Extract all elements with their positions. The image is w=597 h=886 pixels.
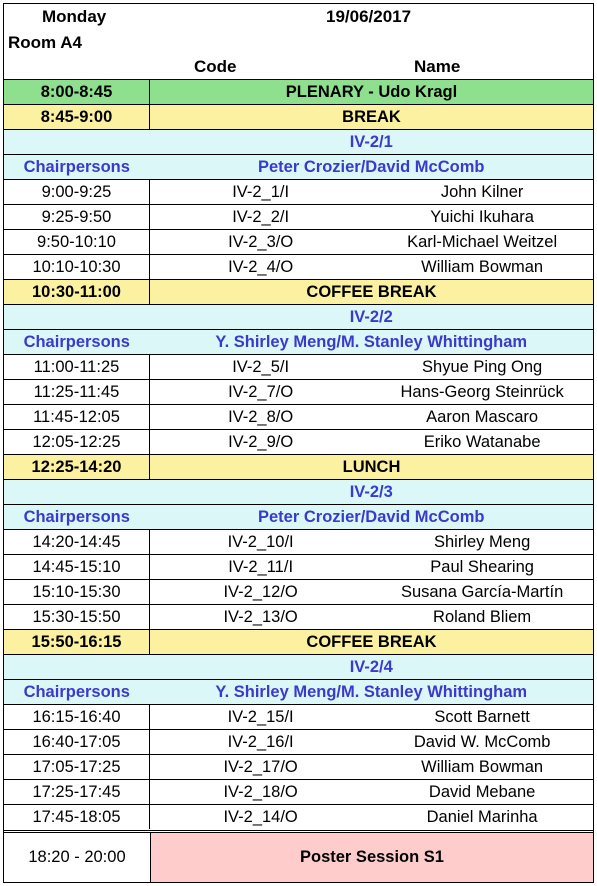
- break-title: COFFEE BREAK: [150, 630, 594, 655]
- talk-row: [4, 180, 593, 205]
- slot-time: 8:00-8:45: [4, 80, 150, 105]
- talk-code: IV-2_5/I: [150, 355, 372, 380]
- talk-code: IV-2_12/O: [150, 580, 372, 605]
- talk-time: 9:00-9:25: [4, 180, 150, 205]
- talk-code: IV-2_4/O: [150, 255, 372, 280]
- schedule-table: [4, 79, 593, 829]
- talk-row: [4, 705, 593, 730]
- talk-row: [4, 405, 593, 430]
- talk-time: 9:25-9:50: [4, 205, 150, 230]
- speaker-name: David Mebane: [371, 780, 593, 805]
- talk-code: IV-2_17/O: [150, 755, 372, 780]
- session-header-row: [4, 655, 593, 680]
- talk-code: IV-2_7/O: [150, 380, 372, 405]
- talk-time: 15:10-15:30: [4, 580, 150, 605]
- empty-cell: [4, 305, 150, 330]
- talk-time: 16:40-17:05: [4, 730, 150, 755]
- talk-time: 17:25-17:45: [4, 780, 150, 805]
- session-header-row: [4, 480, 593, 505]
- session-title: IV-2/2: [150, 305, 594, 330]
- room-label: Room A4: [8, 33, 82, 52]
- talk-time: 10:10-10:30: [4, 255, 150, 280]
- slot-time: 15:50-16:15: [4, 630, 150, 655]
- talk-row: [4, 580, 593, 605]
- chairpersons-names: Y. Shirley Meng/M. Stanley Whittingham: [150, 680, 594, 705]
- chairpersons-row: [4, 680, 593, 705]
- chairpersons-row: [4, 505, 593, 530]
- talk-row: [4, 430, 593, 455]
- talk-row: [4, 530, 593, 555]
- chairpersons-names: Peter Crozier/David McComb: [150, 155, 594, 180]
- talk-time: 14:20-14:45: [4, 530, 150, 555]
- chairpersons-names: Y. Shirley Meng/M. Stanley Whittingham: [150, 330, 594, 355]
- break-title: LUNCH: [150, 455, 594, 480]
- talk-time: 14:45-15:10: [4, 555, 150, 580]
- talk-time: 15:30-15:50: [4, 605, 150, 630]
- session-title: IV-2/1: [150, 130, 594, 155]
- speaker-name: William Bowman: [371, 755, 593, 780]
- slot-time: 10:30-11:00: [4, 280, 150, 305]
- slot-time: 12:25-14:20: [4, 455, 150, 480]
- talk-row: [4, 255, 593, 280]
- session-title: IV-2/3: [150, 480, 594, 505]
- talk-row: [4, 755, 593, 780]
- talk-row: [4, 805, 593, 830]
- speaker-name: Aaron Mascaro: [371, 405, 593, 430]
- break-row: [4, 455, 593, 480]
- plenary-row: [4, 80, 593, 105]
- date-label: 19/06/2017: [326, 7, 412, 26]
- talk-code: IV-2_9/O: [150, 430, 372, 455]
- speaker-name: Eriko Watanabe: [371, 430, 593, 455]
- talk-code: IV-2_13/O: [150, 605, 372, 630]
- chairpersons-names: Peter Crozier/David McComb: [150, 505, 594, 530]
- talk-time: 17:45-18:05: [4, 805, 150, 830]
- chairpersons-label: Chairpersons: [4, 155, 150, 180]
- break-title: BREAK: [150, 105, 594, 130]
- talk-code: IV-2_14/O: [150, 805, 372, 830]
- empty-cell: [4, 130, 150, 155]
- break-row: [4, 105, 593, 130]
- talk-code: IV-2_10/I: [150, 530, 372, 555]
- talk-time: 9:50-10:10: [4, 230, 150, 255]
- plenary-title: PLENARY - Udo Kragl: [150, 80, 594, 105]
- break-title: COFFEE BREAK: [150, 280, 594, 305]
- break-row: [4, 630, 593, 655]
- chairpersons-row: [4, 330, 593, 355]
- talk-code: IV-2_15/I: [150, 705, 372, 730]
- poster-session-time: 18:20 - 20:00: [4, 833, 151, 882]
- speaker-name: John Kilner: [371, 180, 593, 205]
- speaker-name: David W. McComb: [371, 730, 593, 755]
- talk-code: IV-2_11/I: [150, 555, 372, 580]
- talk-row: [4, 230, 593, 255]
- speaker-name: Shyue Ping Ong: [371, 355, 593, 380]
- talk-code: IV-2_18/O: [150, 780, 372, 805]
- talk-code: IV-2_16/I: [150, 730, 372, 755]
- talk-time: 11:25-11:45: [4, 380, 150, 405]
- chairpersons-label: Chairpersons: [4, 330, 150, 355]
- empty-cell: [4, 480, 150, 505]
- speaker-name: Yuichi Ikuhara: [371, 205, 593, 230]
- talk-row: [4, 380, 593, 405]
- talk-row: [4, 355, 593, 380]
- talk-row: [4, 605, 593, 630]
- slot-time: 8:45-9:00: [4, 105, 150, 130]
- break-row: [4, 280, 593, 305]
- poster-session-row: [4, 830, 593, 882]
- talk-row: [4, 780, 593, 805]
- talk-time: 17:05-17:25: [4, 755, 150, 780]
- speaker-name: Hans-Georg Steinrück: [371, 380, 593, 405]
- column-header-name: Name: [414, 57, 461, 76]
- talk-row: [4, 205, 593, 230]
- talk-row: [4, 555, 593, 580]
- talk-time: 11:45-12:05: [4, 405, 150, 430]
- poster-session-title: Poster Session S1: [151, 833, 593, 882]
- day-label: Monday: [42, 7, 107, 26]
- chairpersons-label: Chairpersons: [4, 505, 150, 530]
- speaker-name: Daniel Marinha: [371, 805, 593, 830]
- speaker-name: Scott Barnett: [371, 705, 593, 730]
- session-title: IV-2/4: [150, 655, 594, 680]
- speaker-name: Paul Shearing: [371, 555, 593, 580]
- talk-row: [4, 730, 593, 755]
- talk-code: IV-2_2/I: [150, 205, 372, 230]
- speaker-name: William Bowman: [371, 255, 593, 280]
- talk-time: 11:00-11:25: [4, 355, 150, 380]
- talk-code: IV-2_1/I: [150, 180, 372, 205]
- talk-time: 16:15-16:40: [4, 705, 150, 730]
- empty-cell: [4, 655, 150, 680]
- speaker-name: Susana García-Martín: [371, 580, 593, 605]
- speaker-name: Roland Bliem: [371, 605, 593, 630]
- column-header-code: Code: [194, 57, 237, 76]
- talk-code: IV-2_3/O: [150, 230, 372, 255]
- speaker-name: Karl-Michael Weitzel: [371, 230, 593, 255]
- talk-code: IV-2_8/O: [150, 405, 372, 430]
- talk-time: 12:05-12:25: [4, 430, 150, 455]
- session-header-row: [4, 130, 593, 155]
- chairpersons-row: [4, 155, 593, 180]
- chairpersons-label: Chairpersons: [4, 680, 150, 705]
- session-header-row: [4, 305, 593, 330]
- speaker-name: Shirley Meng: [371, 530, 593, 555]
